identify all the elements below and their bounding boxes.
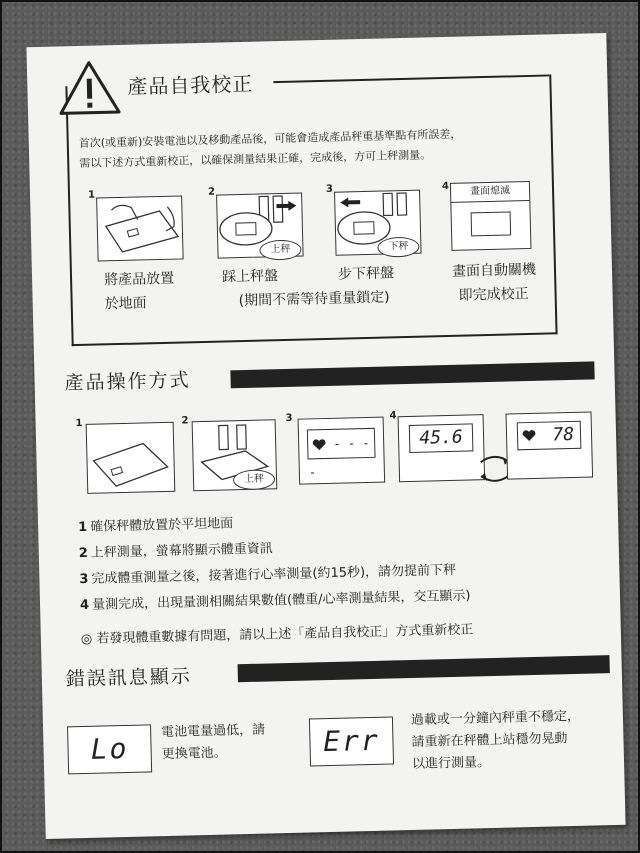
cal-step-4-caption-2: 即完成校正 <box>458 286 529 304</box>
weight-screen: 45.6 <box>409 423 474 453</box>
errors-title: 錯誤訊息顯示 <box>65 665 193 691</box>
op-item-4: 4 量測完成，出現量測相關結果數值(體重/心率測量結果，交互顯示) <box>79 588 471 614</box>
heart-icon <box>522 430 536 442</box>
op-step-3-number: 3 <box>285 412 293 424</box>
step-off-tag: 下秤 <box>377 237 419 258</box>
recalibration-note: ◎ 若發現體重數據有問題，請以上述「產品自我校正」方式重新校正 <box>80 622 474 648</box>
arrow-icon <box>340 197 360 207</box>
instruction-card <box>26 33 625 839</box>
arrow-icon <box>276 201 296 211</box>
screen-off-label: 畫面熄滅 <box>451 182 529 203</box>
cal-step-2-caption: 踩上秤盤 <box>221 268 279 286</box>
intro-line-2: 需以下述方式重新校正，以確保測量結果正確，完成後，方可上秤測量。 <box>79 148 432 170</box>
lo-description: 電池電量過低，請 更換電池。 <box>161 722 266 763</box>
cal-step-2-number: 2 <box>207 186 216 198</box>
cal-step-4-image <box>450 181 532 251</box>
err-code: Err <box>322 723 381 759</box>
err-display <box>309 716 394 766</box>
heart-icon <box>312 438 326 450</box>
op-step-4-weight-display <box>398 414 486 482</box>
op-step-3-display <box>298 417 386 485</box>
errors-title-bar <box>238 655 610 682</box>
op-step-1-image <box>86 422 176 494</box>
heart-measuring-screen <box>307 428 376 480</box>
heart-rate-value: 78 <box>552 423 575 446</box>
operation-title-bar <box>230 361 594 388</box>
cal-step-4-caption-1: 畫面自動關機 <box>451 261 537 280</box>
lo-display <box>67 724 152 774</box>
op-step-4-number: 4 <box>389 410 397 422</box>
op-item-1: 1 確保秤體放置於平坦地面 <box>77 516 234 536</box>
op-step-on-tag: 上秤 <box>233 469 275 490</box>
cal-step-3-number: 3 <box>325 183 334 195</box>
operation-title: 產品操作方式 <box>64 369 191 395</box>
cal-step-1-image <box>96 195 184 261</box>
intro-line-1: 首次(或重新)安裝電池以及移動產品後，可能會造成產品秤重基準點有所誤差， <box>78 127 462 150</box>
warning-icon <box>57 59 122 117</box>
op-item-3: 3 完成體重測量之後，接著進行心率測量(約15秒)，請勿提前下秤 <box>79 562 457 588</box>
op-step-2-number: 2 <box>181 415 189 427</box>
steps-2-3-note: (期間不需等待重量鎖定) <box>238 289 390 310</box>
op-step-1-number: 1 <box>75 417 83 430</box>
lo-code: Lo <box>90 731 129 766</box>
op-step-4-heart-display <box>506 412 594 480</box>
cal-step-1-caption-1: 將產品放置 <box>103 270 175 289</box>
op-item-2: 2 上秤測量，螢幕將顯示體重資訊 <box>78 541 273 562</box>
err-description: 過載或一分鐘內秤重不穩定， 請重新在秤體上站穩勿晃動 以進行測量。 <box>410 708 581 772</box>
step-on-tag: 上秤 <box>259 240 301 261</box>
heart-rate-screen <box>517 421 582 451</box>
cal-step-4-number: 4 <box>441 180 450 193</box>
cal-step-1-number: 1 <box>87 189 96 201</box>
heart-dashes: - - - - <box>308 435 370 480</box>
calibration-title: 產品自我校正 <box>127 71 254 99</box>
cal-step-3-caption: 步下秤盤 <box>337 265 395 283</box>
blank-screen <box>471 211 512 236</box>
cal-step-1-caption-2: 於地面 <box>104 295 147 313</box>
